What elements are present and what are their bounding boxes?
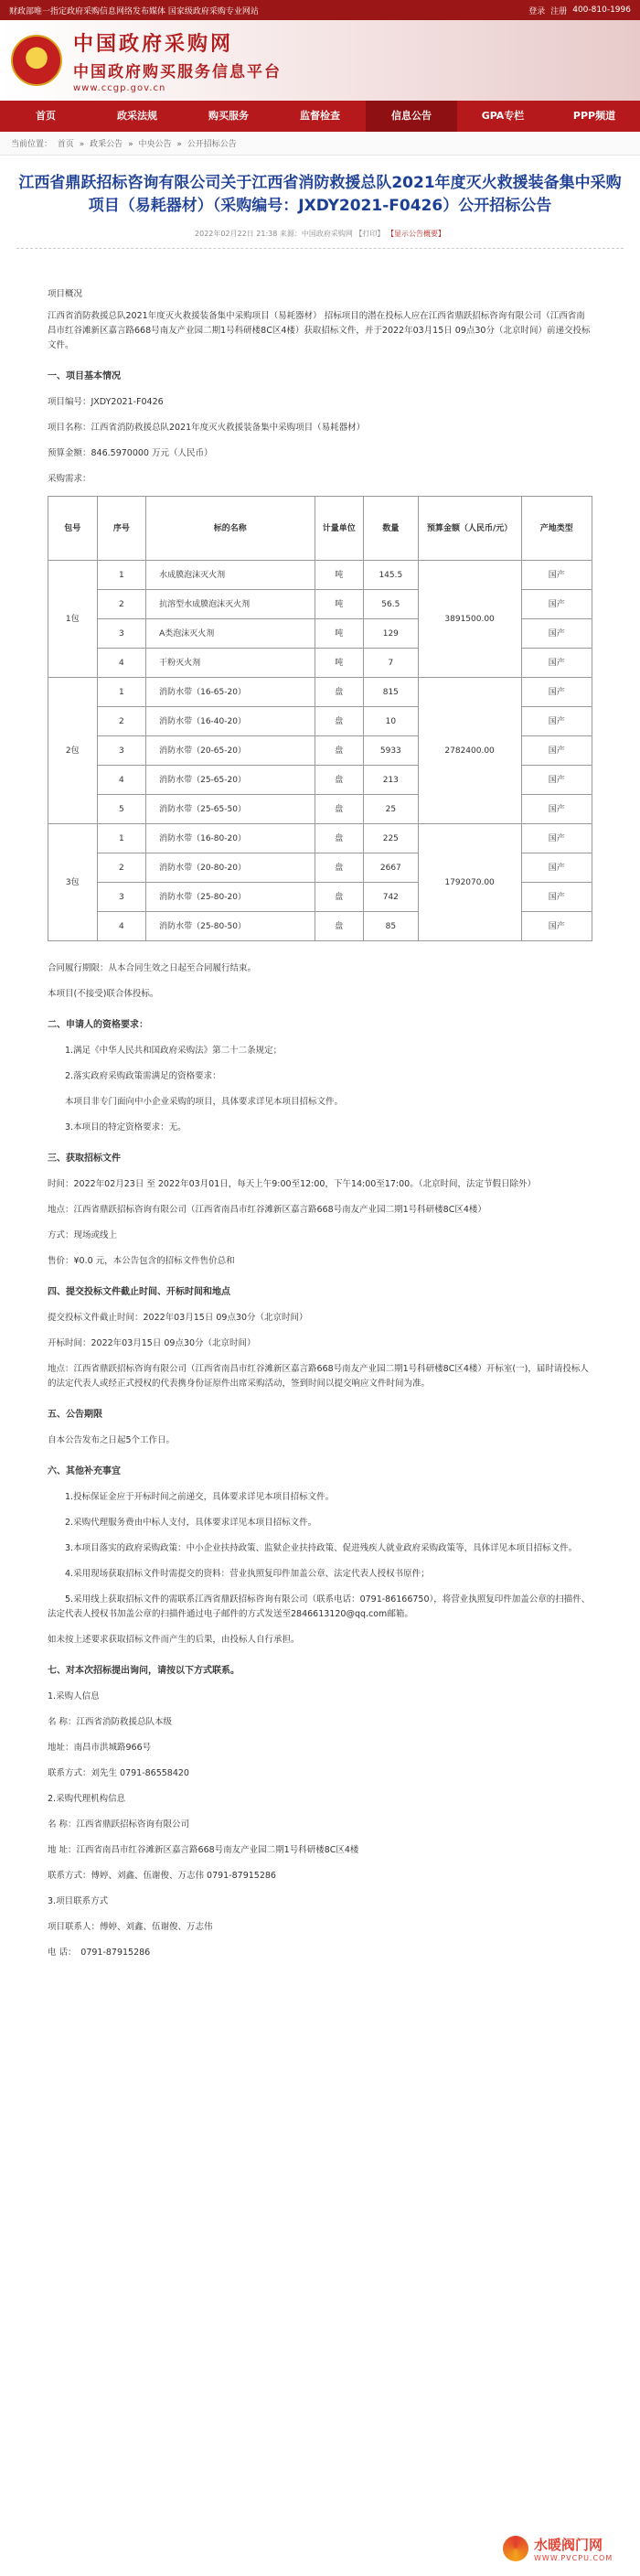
national-emblem-icon xyxy=(11,35,62,86)
purchaser-address: 地址：南昌市洪城路966号 xyxy=(48,1743,152,1753)
cell-seq: 4 xyxy=(97,649,146,678)
other-item-6: 如未按上述要求获取招标文件而产生的后果，由投标人自行承担。 xyxy=(48,1635,300,1645)
cell-origin: 国产 xyxy=(521,824,592,853)
agency-name: 名 称：江西省鼎跃招标咨询有限公司 xyxy=(48,1819,190,1830)
consortium-note: 本项目(不接受)联合体投标。 xyxy=(48,989,159,999)
site-title: 中国政府采购网 xyxy=(73,32,234,56)
nav-regulations[interactable]: 政采法规 xyxy=(117,110,157,122)
cell-seq: 4 xyxy=(97,912,146,941)
cell-item-name: 消防水带（25-65-50） xyxy=(146,795,315,824)
section-3-heading: 三、获取招标文件 xyxy=(48,1154,121,1164)
obtain-method: 方式：现场或线上 xyxy=(48,1230,118,1240)
cell-unit: 吨 xyxy=(315,590,364,619)
opening-time: 开标时间：2022年03月15日 09点30分（北京时间） xyxy=(48,1338,256,1348)
breadcrumb-home[interactable]: 首页 xyxy=(57,140,74,149)
nav-gpa[interactable]: GPA专栏 xyxy=(481,110,525,122)
cell-qty: 129 xyxy=(364,619,419,649)
other-item-4: 4.采用现场获取招标文件时需提交的资料：营业执照复印件加盖公章、法定代表人授权书原件； xyxy=(65,1569,430,1579)
requirement-2: 2.落实政府采购政策需满足的资格要求： xyxy=(65,1071,221,1081)
cell-qty: 815 xyxy=(364,678,419,707)
site-url: www.ccgp.gov.cn xyxy=(73,82,166,93)
col-budget: 预算金额（人民币/元） xyxy=(418,497,521,561)
cell-unit: 盘 xyxy=(315,678,364,707)
col-package: 包号 xyxy=(48,497,98,561)
cell-unit: 吨 xyxy=(315,561,364,590)
overview-heading: 项目概况 xyxy=(48,289,83,299)
cell-seq: 2 xyxy=(97,853,146,883)
project-number: 项目编号：JXDY2021-F0426 xyxy=(48,397,164,407)
obtain-price: 售价：¥0.0 元，本公告包含的招标文件售价总和 xyxy=(48,1256,235,1266)
other-item-3: 3.本项目落实的政府采购政策：中小企业扶持政策、监狱企业扶持政策、促进残疾人就业政府采购政策等，具体详见本项目招标文件。 xyxy=(65,1543,578,1553)
cell-unit: 盘 xyxy=(315,853,364,883)
cell-item-name: 水成膜泡沫灭火剂 xyxy=(146,561,315,590)
cell-unit: 盘 xyxy=(315,912,364,941)
cell-item-name: 消防水带（16-65-20） xyxy=(146,678,315,707)
cell-origin: 国产 xyxy=(521,678,592,707)
cell-unit: 盘 xyxy=(315,707,364,736)
opening-place: 地点：江西省鼎跃招标咨询有限公司（江西省南昌市红谷滩新区嘉言路668号南友产业园二期1号科研楼8C区4楼）开标室(一)，届时请投标人的法定代表人或经正式授权的代表携身份证原件出席采购活动，签到时间以提交响应文件时间为准。 xyxy=(48,1364,589,1389)
breadcrumb-announcements[interactable]: 政采公告 xyxy=(90,140,123,149)
article xyxy=(0,172,640,1960)
cell-seq: 4 xyxy=(97,766,146,795)
overview-text: 江西省消防救援总队2021年度灭火救援装备集中采购项目（易耗器材） 招标项目的潜在投标人应在江西省鼎跃招标咨询有限公司（江西省南昌市红谷滩新区嘉言路668号南友产业园二期1号科研楼8C区4楼）获取招标文件，并于2022年03月15日 09点30分（北京时间）前递交投标文件。 xyxy=(48,311,591,350)
requirement-3: 3.本项目的特定资格要求：无。 xyxy=(65,1122,187,1132)
cell-origin: 国产 xyxy=(521,853,592,883)
agency-contact: 联系方式：傅婷、刘鑫、伍谢俊、万志伟 0791-87915286 xyxy=(48,1871,276,1881)
top-bar xyxy=(0,0,640,20)
cell-budget: 2782400.00 xyxy=(418,678,521,824)
col-origin: 产地类型 xyxy=(521,497,592,561)
cell-item-name: 消防水带（16-40-20） xyxy=(146,707,315,736)
agency-heading: 2.采购代理机构信息 xyxy=(48,1794,126,1804)
cell-unit: 吨 xyxy=(315,649,364,678)
cell-origin: 国产 xyxy=(521,590,592,619)
agency-address: 地 址：江西省南昌市红谷滩新区嘉言路668号南友产业园二期1号科研楼8C区4楼 xyxy=(48,1845,359,1855)
cell-seq: 3 xyxy=(97,883,146,912)
site-subtitle: 中国政府购买服务信息平台 xyxy=(73,62,282,81)
cell-origin: 国产 xyxy=(521,619,592,649)
cell-origin: 国产 xyxy=(521,766,592,795)
cell-seq: 1 xyxy=(97,678,146,707)
obtain-place: 地点：江西省鼎跃招标咨询有限公司（江西省南昌市红谷滩新区嘉言路668号南友产业园二期1号科研楼8C区4楼） xyxy=(48,1205,486,1215)
section-4-heading: 四、提交投标文件截止时间、开标时间和地点 xyxy=(48,1287,230,1297)
cell-seq: 3 xyxy=(97,619,146,649)
breadcrumb-central[interactable]: 中央公告 xyxy=(138,140,172,149)
breadcrumb-sep: » xyxy=(79,140,85,149)
site-header xyxy=(0,20,640,101)
section-7-heading: 七、对本次招标提出询问，请按以下方式联系。 xyxy=(48,1666,240,1676)
article-meta xyxy=(16,229,624,249)
nav-ppp[interactable]: PPP频道 xyxy=(572,110,616,122)
cell-qty: 10 xyxy=(364,707,419,736)
cell-origin: 国产 xyxy=(521,883,592,912)
cell-qty: 742 xyxy=(364,883,419,912)
cell-item-name: 干粉灭火剂 xyxy=(146,649,315,678)
cell-seq: 3 xyxy=(97,736,146,766)
hotline: 400-810-1996 xyxy=(572,5,631,15)
cell-origin: 国产 xyxy=(521,736,592,766)
cell-item-name: 抗溶型水成膜泡沫灭火剂 xyxy=(146,590,315,619)
cell-item-name: 消防水带（25-65-20） xyxy=(146,766,315,795)
cell-qty: 5933 xyxy=(364,736,419,766)
cell-seq: 1 xyxy=(97,561,146,590)
section-1-heading: 一、项目基本情况 xyxy=(48,371,121,381)
breadcrumb-sep: » xyxy=(176,140,182,149)
cell-unit: 盘 xyxy=(315,795,364,824)
cell-unit: 盘 xyxy=(315,824,364,853)
summary-toggle[interactable]: 【显示公告概要】 xyxy=(386,230,445,238)
nav-services[interactable]: 购买服务 xyxy=(208,110,249,122)
section-5-heading: 五、公告期限 xyxy=(48,1410,102,1420)
cell-qty: 7 xyxy=(364,649,419,678)
cell-qty: 85 xyxy=(364,912,419,941)
other-item-1: 1.投标保证金应于开标时间之前递交，具体要求详见本项目招标文件。 xyxy=(65,1492,335,1502)
cell-seq: 5 xyxy=(97,795,146,824)
cell-qty: 213 xyxy=(364,766,419,795)
watermark-url: WWW.PVCPU.COM xyxy=(534,2554,613,2562)
cell-item-name: 消防水带（25-80-50） xyxy=(146,912,315,941)
budget-amount: 预算金额：846.5970000 万元（人民币） xyxy=(48,448,213,458)
cell-unit: 盘 xyxy=(315,736,364,766)
section-6-heading: 六、其他补充事宜 xyxy=(48,1466,121,1476)
cell-item-name: 消防水带（25-80-20） xyxy=(146,883,315,912)
col-qty: 数量 xyxy=(364,497,419,561)
table-header-row xyxy=(48,497,592,561)
purchaser-contact: 联系方式：刘先生 0791-86558420 xyxy=(48,1768,189,1778)
table-row xyxy=(48,561,592,590)
project-contact-heading: 3.项目联系方式 xyxy=(48,1896,109,1906)
top-notice: 财政部唯一指定政府采购信息网络发布媒体 国家级政府采购专业网站 xyxy=(9,6,259,16)
main-nav xyxy=(0,101,640,132)
table-row xyxy=(48,678,592,707)
register-link[interactable]: 注册 xyxy=(550,6,568,16)
bid-deadline: 提交投标文件截止时间：2022年03月15日 09点30分（北京时间） xyxy=(48,1313,308,1323)
section-2-heading: 二、申请人的资格要求： xyxy=(48,1020,148,1030)
col-item-name: 标的名称 xyxy=(146,497,315,561)
publish-info: 2022年02月22日 21:38 来源：中国政府采购网 【打印】 xyxy=(195,230,385,238)
cell-origin: 国产 xyxy=(521,912,592,941)
cell-budget: 3891500.00 xyxy=(418,561,521,678)
breadcrumb-current[interactable]: 公开招标公告 xyxy=(187,140,237,149)
cell-item-name: 消防水带（20-65-20） xyxy=(146,736,315,766)
contract-term: 合同履行期限：从本合同生效之日起至合同履行结束。 xyxy=(48,963,257,973)
cell-package: 3包 xyxy=(48,824,98,941)
obtain-time: 时间：2022年02月23日 至 2022年03月01日，每天上午9:00至12:00，下午14:00至17:00。（北京时间，法定节假日除外） xyxy=(48,1179,536,1189)
cell-origin: 国产 xyxy=(521,707,592,736)
cell-budget: 1792070.00 xyxy=(418,824,521,941)
cell-seq: 2 xyxy=(97,707,146,736)
table-row xyxy=(48,824,592,853)
cell-item-name: A类泡沫灭火剂 xyxy=(146,619,315,649)
col-unit: 计量单位 xyxy=(315,497,364,561)
watermark-icon xyxy=(503,2536,528,2561)
col-seq: 序号 xyxy=(97,497,146,561)
cell-qty: 225 xyxy=(364,824,419,853)
requirement-2-detail: 本项目非专门面向中小企业采购的项目，具体要求详见本项目招标文件。 xyxy=(65,1097,344,1107)
cell-package: 1包 xyxy=(48,561,98,678)
nav-supervision[interactable]: 监督检查 xyxy=(300,110,340,122)
project-contact-people: 项目联系人：傅婷、刘鑫、伍谢俊、万志伟 xyxy=(48,1922,213,1932)
purchaser-heading: 1.采购人信息 xyxy=(48,1691,100,1701)
watermark-name: 水暖阀门网 xyxy=(534,2537,603,2553)
demand-label: 采购需求： xyxy=(48,474,91,484)
cell-origin: 国产 xyxy=(521,649,592,678)
cell-unit: 吨 xyxy=(315,619,364,649)
nav-announcements[interactable]: 信息公告 xyxy=(366,101,457,132)
notice-period: 自本公告发布之日起5个工作日。 xyxy=(48,1435,176,1445)
requirement-1: 1.满足《中华人民共和国政府采购法》第二十二条规定； xyxy=(65,1046,283,1056)
project-name: 项目名称：江西省消防救援总队2021年度灭火救援装备集中采购项目（易耗器材） xyxy=(48,423,366,433)
other-item-2: 2.采购代理服务费由中标人支付，具体要求详见本项目招标文件。 xyxy=(65,1518,317,1528)
watermark-logo xyxy=(503,2530,631,2567)
cell-qty: 2667 xyxy=(364,853,419,883)
cell-qty: 25 xyxy=(364,795,419,824)
cell-unit: 盘 xyxy=(315,883,364,912)
cell-origin: 国产 xyxy=(521,561,592,590)
breadcrumb xyxy=(0,132,640,156)
cell-item-name: 消防水带（16-80-20） xyxy=(146,824,315,853)
other-item-5: 5.采用线上获取招标文件的需联系江西省鼎跃招标咨询有限公司（联系电话：0791-86166750），将营业执照复印件加盖公章的扫描件、法定代表人授权书加盖公章的扫描件通过电子邮件的方式发送至2846613120@qq.com邮箱。 xyxy=(48,1594,591,1619)
project-contact-phone: 电 话： 0791-87915286 xyxy=(48,1948,151,1958)
cell-package: 2包 xyxy=(48,678,98,824)
breadcrumb-label: 当前位置： xyxy=(11,140,53,149)
article-body xyxy=(16,287,624,1960)
cell-unit: 盘 xyxy=(315,766,364,795)
cell-qty: 145.5 xyxy=(364,561,419,590)
cell-origin: 国产 xyxy=(521,795,592,824)
purchaser-name: 名 称：江西省消防救援总队本级 xyxy=(48,1717,173,1727)
cell-seq: 2 xyxy=(97,590,146,619)
page-title: 江西省鼎跃招标咨询有限公司关于江西省消防救援总队2021年度灭火救援装备集中采购项目（易耗器材）（采购编号：JXDY2021-F0426）公开招标公告 xyxy=(18,174,622,215)
cell-seq: 1 xyxy=(97,824,146,853)
site-brand[interactable] xyxy=(73,28,282,93)
cell-qty: 56.5 xyxy=(364,590,419,619)
demand-table xyxy=(48,496,592,941)
login-link[interactable]: 登录 xyxy=(528,6,546,16)
nav-home[interactable]: 首页 xyxy=(36,110,56,122)
cell-item-name: 消防水带（20-80-20） xyxy=(146,853,315,883)
breadcrumb-sep: » xyxy=(128,140,133,149)
